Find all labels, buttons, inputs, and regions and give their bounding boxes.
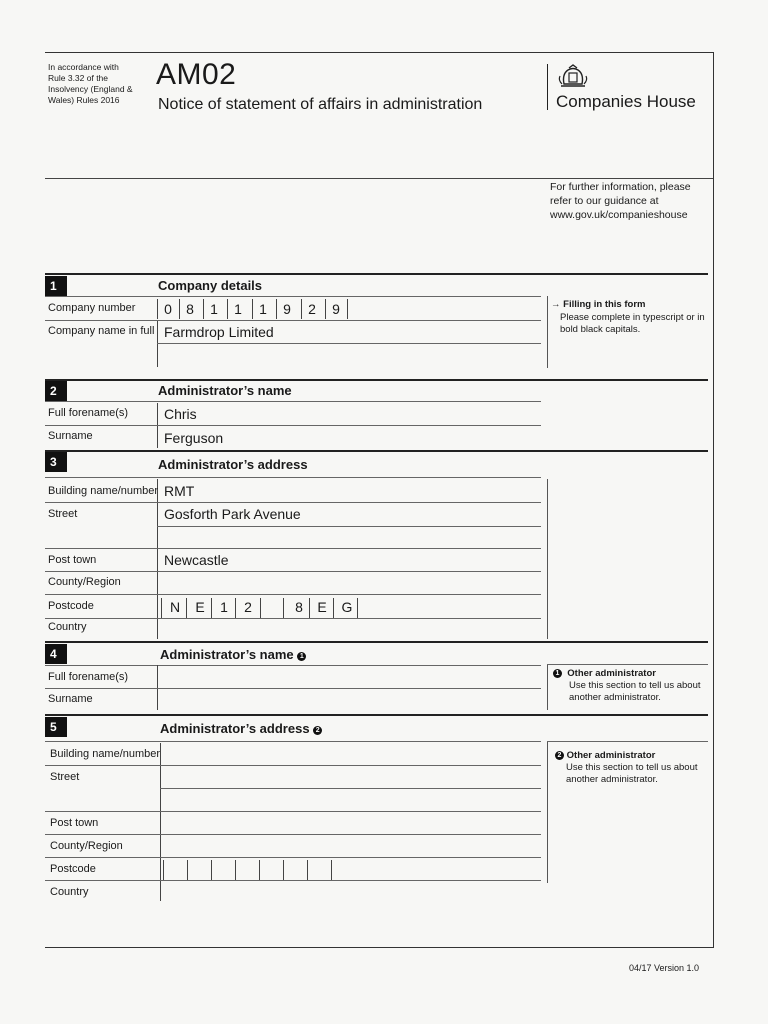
arrow-right-icon: →: [551, 299, 564, 310]
section-divider: [45, 450, 708, 452]
note-divider: [547, 664, 548, 710]
note-marker-icon: 1: [553, 669, 562, 678]
legal-reference: In accordance with Rule 3.32 of the Insolvency (England & Wales) Rules 2016: [48, 62, 133, 105]
section-number: 1: [45, 276, 67, 296]
street-input[interactable]: Gosforth Park Avenue: [164, 506, 301, 522]
row-divider: [45, 502, 541, 503]
company-number-label: Company number: [48, 302, 136, 314]
post-town-label: Post town: [50, 817, 99, 829]
surname-label: Surname: [48, 430, 93, 442]
street-label: Street: [50, 771, 80, 783]
section-divider: [45, 714, 708, 716]
section-title: Administrator’s address: [158, 457, 308, 472]
post-town-label: Post town: [48, 554, 97, 566]
row-divider: [45, 477, 541, 478]
note-divider: [547, 296, 548, 368]
section-divider: [45, 641, 708, 643]
county-input[interactable]: [161, 835, 541, 856]
section-title: Administrator’s name 1: [160, 647, 306, 662]
forename-label: Full forename(s): [48, 407, 129, 419]
surname-input[interactable]: Ferguson: [164, 430, 224, 446]
other-admin-note-title: 2 Other administrator: [555, 750, 655, 761]
county-label: County/Region: [48, 576, 121, 588]
section-number: 4: [45, 644, 67, 664]
row-divider: [45, 548, 541, 549]
section-divider: [45, 379, 708, 381]
org-name: Companies House: [556, 92, 696, 111]
country-input[interactable]: [158, 619, 541, 639]
row-divider: [45, 320, 541, 321]
note-marker-icon: 2: [555, 751, 564, 760]
field-edge: [157, 479, 158, 639]
note-divider: [547, 479, 548, 639]
street-line2-input[interactable]: [161, 789, 541, 810]
building-label: Building name/number: [50, 748, 161, 760]
note-marker-icon: 1: [297, 652, 306, 661]
postcode-label: Postcode: [48, 600, 94, 612]
county-label: County/Region: [50, 840, 123, 852]
other-admin-note-body: Use this section to tell us about another administrator.: [566, 762, 698, 785]
form-code: AM02: [156, 58, 237, 91]
header-divider: [45, 178, 713, 179]
page-frame-right: [713, 52, 714, 948]
note-divider: [547, 741, 548, 883]
other-admin-note-title: 1 Other administrator: [553, 668, 656, 679]
building-input[interactable]: [161, 743, 541, 764]
building-input[interactable]: RMT: [164, 483, 195, 499]
forename-input[interactable]: [158, 666, 541, 687]
surname-input[interactable]: [158, 689, 541, 710]
post-town-input[interactable]: Newcastle: [164, 552, 229, 568]
street-line2-input[interactable]: [158, 527, 541, 547]
note-top-rule: [547, 664, 708, 665]
row-divider: [45, 296, 541, 297]
street-input[interactable]: [161, 766, 541, 787]
country-label: Country: [50, 886, 89, 898]
county-input[interactable]: [158, 572, 541, 594]
section-title: Administrator’s name: [158, 383, 292, 398]
other-admin-note-body: Use this section to tell us about another administrator.: [569, 680, 701, 703]
royal-crest-icon: [556, 64, 590, 90]
company-name-continuation-input[interactable]: [157, 345, 541, 367]
forename-input[interactable]: Chris: [164, 406, 197, 422]
section-title: Company details: [158, 278, 263, 293]
page-frame-top: [45, 52, 713, 53]
form-version: 04/17 Version 1.0: [629, 963, 700, 973]
note-top-rule: [547, 741, 708, 742]
row-divider: [45, 741, 541, 742]
page-frame-bottom: [45, 947, 713, 948]
forename-label: Full forename(s): [48, 671, 129, 683]
post-town-input[interactable]: [161, 812, 541, 833]
company-name-input[interactable]: Farmdrop Limited: [164, 324, 274, 340]
section-number: 2: [45, 381, 67, 401]
section-number: 3: [45, 452, 67, 472]
row-divider: [45, 857, 541, 858]
country-input[interactable]: [161, 881, 541, 901]
section-title: Administrator’s address 2: [160, 721, 322, 736]
row-divider: [45, 401, 541, 402]
guidance-note: For further information, please refer to our guidance at www.gov.uk/companieshouse: [550, 181, 691, 221]
row-divider: [157, 343, 541, 344]
form-title: Notice of statement of affairs in administration: [158, 96, 483, 113]
building-label: Building name/number: [48, 485, 159, 497]
section-number: 5: [45, 717, 67, 737]
logo-divider: [547, 64, 548, 110]
row-divider: [45, 425, 541, 426]
company-name-label: Company name in full: [48, 325, 155, 337]
surname-label: Surname: [48, 693, 93, 705]
filling-note-body: Please complete in typescript or in bold black capitals.: [560, 312, 705, 335]
street-label: Street: [48, 508, 78, 520]
note-marker-icon: 2: [313, 726, 322, 735]
row-divider: [45, 594, 541, 595]
postcode-label: Postcode: [50, 863, 96, 875]
section-divider: [45, 273, 708, 275]
country-label: Country: [48, 621, 87, 633]
filling-note-title: → Filling in this form: [551, 299, 646, 310]
